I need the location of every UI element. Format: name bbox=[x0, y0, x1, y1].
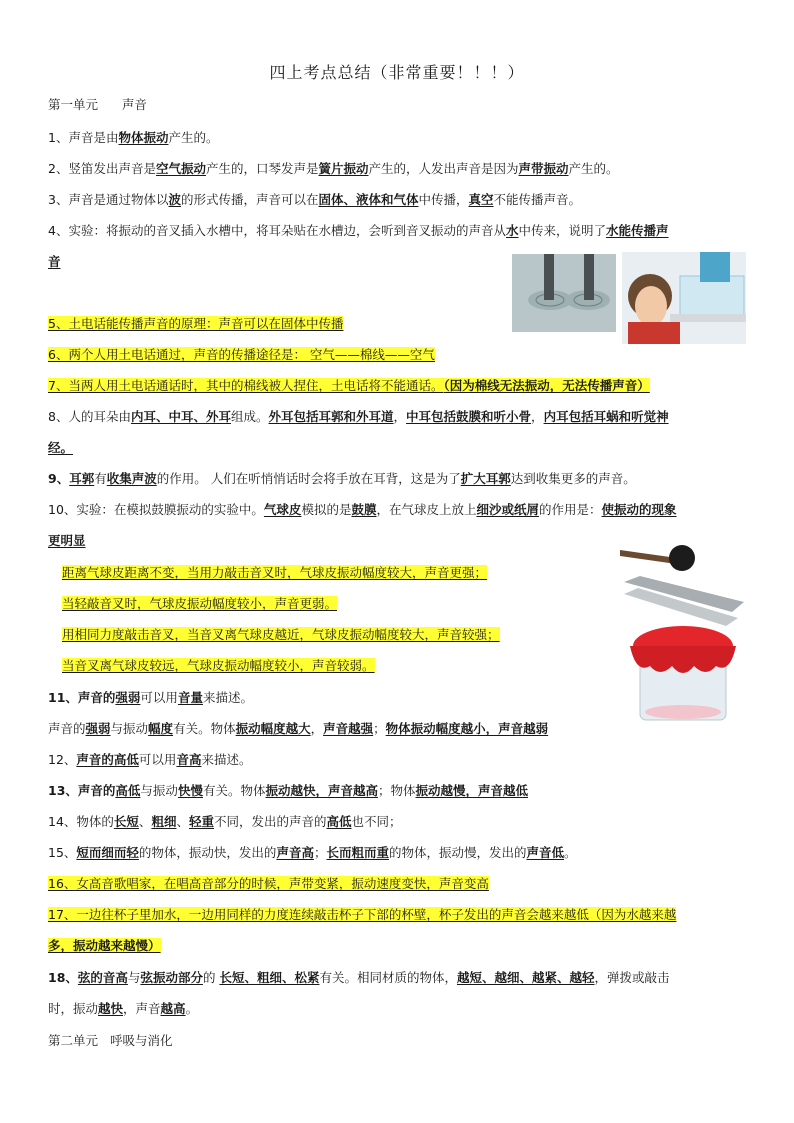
text-l12-b: 声音的高低 bbox=[76, 752, 139, 767]
text-l8-d: 外耳包括耳郭和外耳道 bbox=[268, 409, 394, 424]
text-s4: 当音叉离气球皮较远，气球皮振动幅度较小，声音较弱。 bbox=[62, 658, 375, 673]
text-l18-c: 与 bbox=[127, 970, 141, 985]
text-l18-j: 时，振动 bbox=[48, 1001, 99, 1016]
text-l13-a: 13、声音的 bbox=[48, 783, 116, 798]
text-l11b-j: 物体振动幅度越小，声音越弱 bbox=[385, 721, 549, 736]
text-l18-d: 弦振动部分 bbox=[140, 970, 203, 985]
text-l15-h: 声音低 bbox=[526, 845, 565, 860]
item-10-note-2 bbox=[62, 596, 337, 612]
text-l11b-f: 振动幅度越大 bbox=[235, 721, 311, 736]
item-9 bbox=[48, 471, 636, 487]
text-l3-c: 的形式传播，声音可以在 bbox=[180, 192, 319, 207]
text-l10-e: ，在气球皮上放上 bbox=[376, 502, 477, 517]
item-10-note-1 bbox=[62, 565, 487, 581]
text-l15-e: ； bbox=[313, 845, 327, 860]
text-l4-a: 4、实验：将振动的音叉插入水槽中，将耳朵贴在水槽边，会听到音叉振动的声音从 bbox=[48, 223, 506, 238]
text-l13-g: ；物体 bbox=[377, 783, 416, 798]
text-l14-d: 粗细 bbox=[151, 814, 177, 829]
text-l10-d: 鼓膜 bbox=[351, 502, 377, 517]
text-l3-b: 波 bbox=[168, 192, 181, 207]
text-unit2-label: 第二单元 bbox=[48, 1033, 99, 1048]
text-l13-d: 快慢 bbox=[177, 783, 203, 798]
text-l14-g: 不同，发出的声音的 bbox=[213, 814, 327, 829]
text-l1-c: 产生的。 bbox=[168, 130, 219, 145]
text-l17-b: 多，振动越来越慢） bbox=[48, 938, 161, 953]
text-l4-d: 水能传播声 bbox=[606, 223, 669, 238]
text-l1-a: 1、声音是由 bbox=[48, 130, 119, 145]
text-l5: 5、土电话能传播声音的原理：声音可以在固体中传播 bbox=[48, 316, 344, 331]
text-l12-a: 12、 bbox=[48, 752, 77, 767]
text-l14-f: 轻重 bbox=[188, 814, 214, 829]
text-l13-c: 与振动 bbox=[140, 783, 178, 798]
text-l9-a: 9、 bbox=[48, 471, 70, 486]
item-10-note-4 bbox=[62, 658, 375, 674]
text-l10-h: 使振动的现象 bbox=[601, 502, 677, 517]
text-l11b-b: 强弱 bbox=[85, 721, 111, 736]
item-2 bbox=[48, 161, 619, 177]
text-l8-e: ， bbox=[393, 409, 407, 424]
tuning-fork-water-photo bbox=[510, 252, 746, 344]
text-l13-f: 振动越快，声音越高 bbox=[265, 783, 378, 798]
text-l18-l: ，声音 bbox=[123, 1001, 161, 1016]
item-10-note-3 bbox=[62, 627, 500, 643]
text-l15-d: 声音高 bbox=[276, 845, 314, 860]
text-unit1-name: 声音 bbox=[121, 97, 147, 112]
item-4-cont bbox=[48, 254, 61, 270]
text-l3-a: 3、声音是通过物体以 bbox=[48, 192, 169, 207]
text-l2-e: 产生的，人发出声音是因为 bbox=[368, 161, 519, 176]
text-l11b-d: 幅度 bbox=[148, 721, 174, 736]
item-10 bbox=[48, 502, 677, 518]
text-l2-f: 声带振动 bbox=[518, 161, 569, 176]
item-5 bbox=[48, 316, 343, 332]
item-6 bbox=[48, 347, 435, 363]
text-l8-b: 内耳、中耳、外耳 bbox=[130, 409, 231, 424]
text-l14-a: 14、物体的 bbox=[48, 814, 114, 829]
text-l10-c: 模拟的是 bbox=[301, 502, 352, 517]
text-l8-a: 8、人的耳朵由 bbox=[48, 409, 131, 424]
text-l18-a: 18、 bbox=[48, 970, 78, 985]
text-l15-f: 长而粗而重 bbox=[326, 845, 389, 860]
text-l14-i: 也不同； bbox=[351, 814, 402, 829]
text-s3: 用相同力度敲击音叉，当音叉离气球皮越近，气球皮振动幅度较大，声音较强； bbox=[62, 627, 500, 642]
text-l8-h: 内耳包括耳蜗和听觉神 bbox=[543, 409, 669, 424]
text-l11-c: 可以用 bbox=[140, 690, 178, 705]
text-l10-b: 气球皮 bbox=[263, 502, 302, 517]
text-l2-g: 产生的。 bbox=[568, 161, 619, 176]
text-l18-m: 越高 bbox=[160, 1001, 186, 1016]
text-l14-b: 长短 bbox=[113, 814, 139, 829]
balloon-drum-photo bbox=[620, 542, 746, 724]
item-13 bbox=[48, 783, 528, 799]
text-l8-f: 中耳包括鼓膜和听小骨 bbox=[406, 409, 532, 424]
text-l9-f: 扩大耳郭 bbox=[460, 471, 511, 486]
item-16 bbox=[48, 876, 489, 892]
text-l8-c: 组成。 bbox=[230, 409, 269, 424]
text-unit2-name: 呼吸与消化 bbox=[109, 1033, 173, 1048]
page-title: 四上考点总结（非常重要！！！） bbox=[269, 63, 525, 82]
text-s2: 当轻敲音叉时，气球皮振动幅度较小，声音更弱。 bbox=[62, 596, 338, 611]
text-l15-i: 。 bbox=[564, 845, 577, 860]
text-l2-a: 2、竖笛发出声音是 bbox=[48, 161, 156, 176]
text-l7-b: （因为棉线无法振动，无法传播声音） bbox=[443, 378, 650, 393]
item-11 bbox=[48, 690, 253, 706]
text-l11b-c: 与振动 bbox=[110, 721, 149, 736]
text-l9-d: 收集声波 bbox=[106, 471, 157, 486]
text-l11-d: 音量 bbox=[177, 690, 203, 705]
text-l11-a: 11、声音的 bbox=[48, 690, 116, 705]
text-l18-h: 越短、越细、越紧、越轻 bbox=[456, 970, 595, 985]
text-l10-i: 更明显 bbox=[48, 533, 86, 548]
text-l4-e: 音 bbox=[48, 254, 61, 269]
text-l12-d: 音高 bbox=[176, 752, 202, 767]
item-7 bbox=[48, 378, 650, 394]
text-l16: 16、女高音歌唱家，在唱高音部分的时候，声带变紧，振动速度变快，声音变高 bbox=[48, 876, 489, 891]
unit-1-heading bbox=[48, 97, 147, 113]
text-l1-b: 物体振动 bbox=[118, 130, 169, 145]
text-l18-f: 长短、粗细、松紧 bbox=[219, 970, 320, 985]
item-8-cont bbox=[48, 440, 73, 456]
text-l15-b: 短而细而轻 bbox=[76, 845, 139, 860]
text-l8-i: 经。 bbox=[48, 440, 74, 455]
item-1 bbox=[48, 130, 218, 146]
text-l2-b: 空气振动 bbox=[155, 161, 206, 176]
item-17-cont bbox=[48, 938, 161, 954]
text-l14-c: 、 bbox=[138, 814, 152, 829]
unit-2-heading bbox=[48, 1033, 172, 1049]
text-l6: 6、两个人用土电话通过，声音的传播途径是： 空气——棉线——空气 bbox=[48, 347, 435, 362]
text-l11b-e: 有关。物体 bbox=[173, 721, 236, 736]
text-l18-b: 弦的音高 bbox=[77, 970, 128, 985]
text-l18-n: 。 bbox=[185, 1001, 199, 1016]
text-l4-c: 中传来，说明了 bbox=[518, 223, 606, 238]
text-l3-g: 不能传播声音。 bbox=[493, 192, 582, 207]
text-l12-c: 可以用 bbox=[138, 752, 177, 767]
text-l15-g: 的物体，振动慢，发出的 bbox=[388, 845, 527, 860]
text-l11b-g: ， bbox=[310, 721, 324, 736]
item-8 bbox=[48, 409, 669, 425]
text-l14-e: 、 bbox=[176, 814, 189, 829]
item-12 bbox=[48, 752, 251, 768]
text-l11-b: 强弱 bbox=[115, 690, 141, 705]
text-l11b-a: 声音的 bbox=[48, 721, 86, 736]
text-l3-f: 真空 bbox=[468, 192, 494, 207]
text-l2-d: 簧片振动 bbox=[318, 161, 369, 176]
text-l18-g: 有关。相同材质的物体， bbox=[319, 970, 457, 985]
item-11-detail bbox=[48, 721, 548, 737]
text-l18-k: 越快 bbox=[98, 1001, 124, 1016]
text-l13-h: 振动越慢，声音越低 bbox=[415, 783, 529, 798]
text-l18-i: ，弹拨或敲击 bbox=[594, 970, 670, 985]
text-l4-b: 水 bbox=[505, 223, 519, 238]
text-l12-e: 来描述。 bbox=[201, 752, 252, 767]
text-l17-a: 17、一边往杯子里加水，一边用同样的力度连续敲击杯子下部的杯壁，杯子发出的声音会越来越低（因为水越来越 bbox=[48, 907, 677, 922]
text-l10-a: 10、实验：在模拟鼓膜振动的实验中。 bbox=[48, 502, 264, 517]
item-10-cont bbox=[48, 533, 86, 549]
text-l10-f: 细沙或纸屑 bbox=[476, 502, 539, 517]
text-l3-e: 中传播， bbox=[418, 192, 469, 207]
text-l3-d: 固体、液体和气体 bbox=[318, 192, 419, 207]
text-l14-h: 高低 bbox=[326, 814, 352, 829]
text-l7-a: 7、当两人用土电话通话时，其中的棉线被人捏住，土电话将不能通话。 bbox=[48, 378, 444, 393]
text-l8-g: ， bbox=[531, 409, 544, 424]
text-l18-e: 的 bbox=[202, 970, 220, 985]
item-17 bbox=[48, 907, 676, 923]
text-l11b-h: 声音越强 bbox=[323, 721, 374, 736]
item-14 bbox=[48, 814, 402, 830]
text-l13-e: 有关。物体 bbox=[202, 783, 266, 798]
text-l13-b: 高低 bbox=[115, 783, 141, 798]
text-l10-g: 的作用是： bbox=[539, 502, 602, 517]
text-l11b-i: ； bbox=[373, 721, 386, 736]
item-18 bbox=[48, 970, 670, 986]
text-l2-c: 产生的，口琴发声是 bbox=[205, 161, 319, 176]
text-l15-a: 15、 bbox=[48, 845, 77, 860]
text-l9-e: 的作用。 人们在听悄悄话时会将手放在耳背，这是为了 bbox=[156, 471, 461, 486]
text-unit1-label: 第一单元 bbox=[48, 97, 99, 112]
text-l9-c: 有 bbox=[94, 471, 107, 486]
text-l9-b: 耳郭 bbox=[69, 471, 95, 486]
item-18-cont bbox=[48, 1001, 198, 1017]
item-4 bbox=[48, 223, 669, 239]
item-3 bbox=[48, 192, 581, 208]
text-l15-c: 的物体，振动快，发出的 bbox=[138, 845, 277, 860]
text-s1: 距离气球皮距离不变，当用力敲击音叉时，气球皮振动幅度较大，声音更强； bbox=[62, 565, 488, 580]
item-15 bbox=[48, 845, 577, 861]
text-l9-g: 达到收集更多的声音。 bbox=[510, 471, 636, 486]
text-l11-e: 来描述。 bbox=[202, 690, 253, 705]
